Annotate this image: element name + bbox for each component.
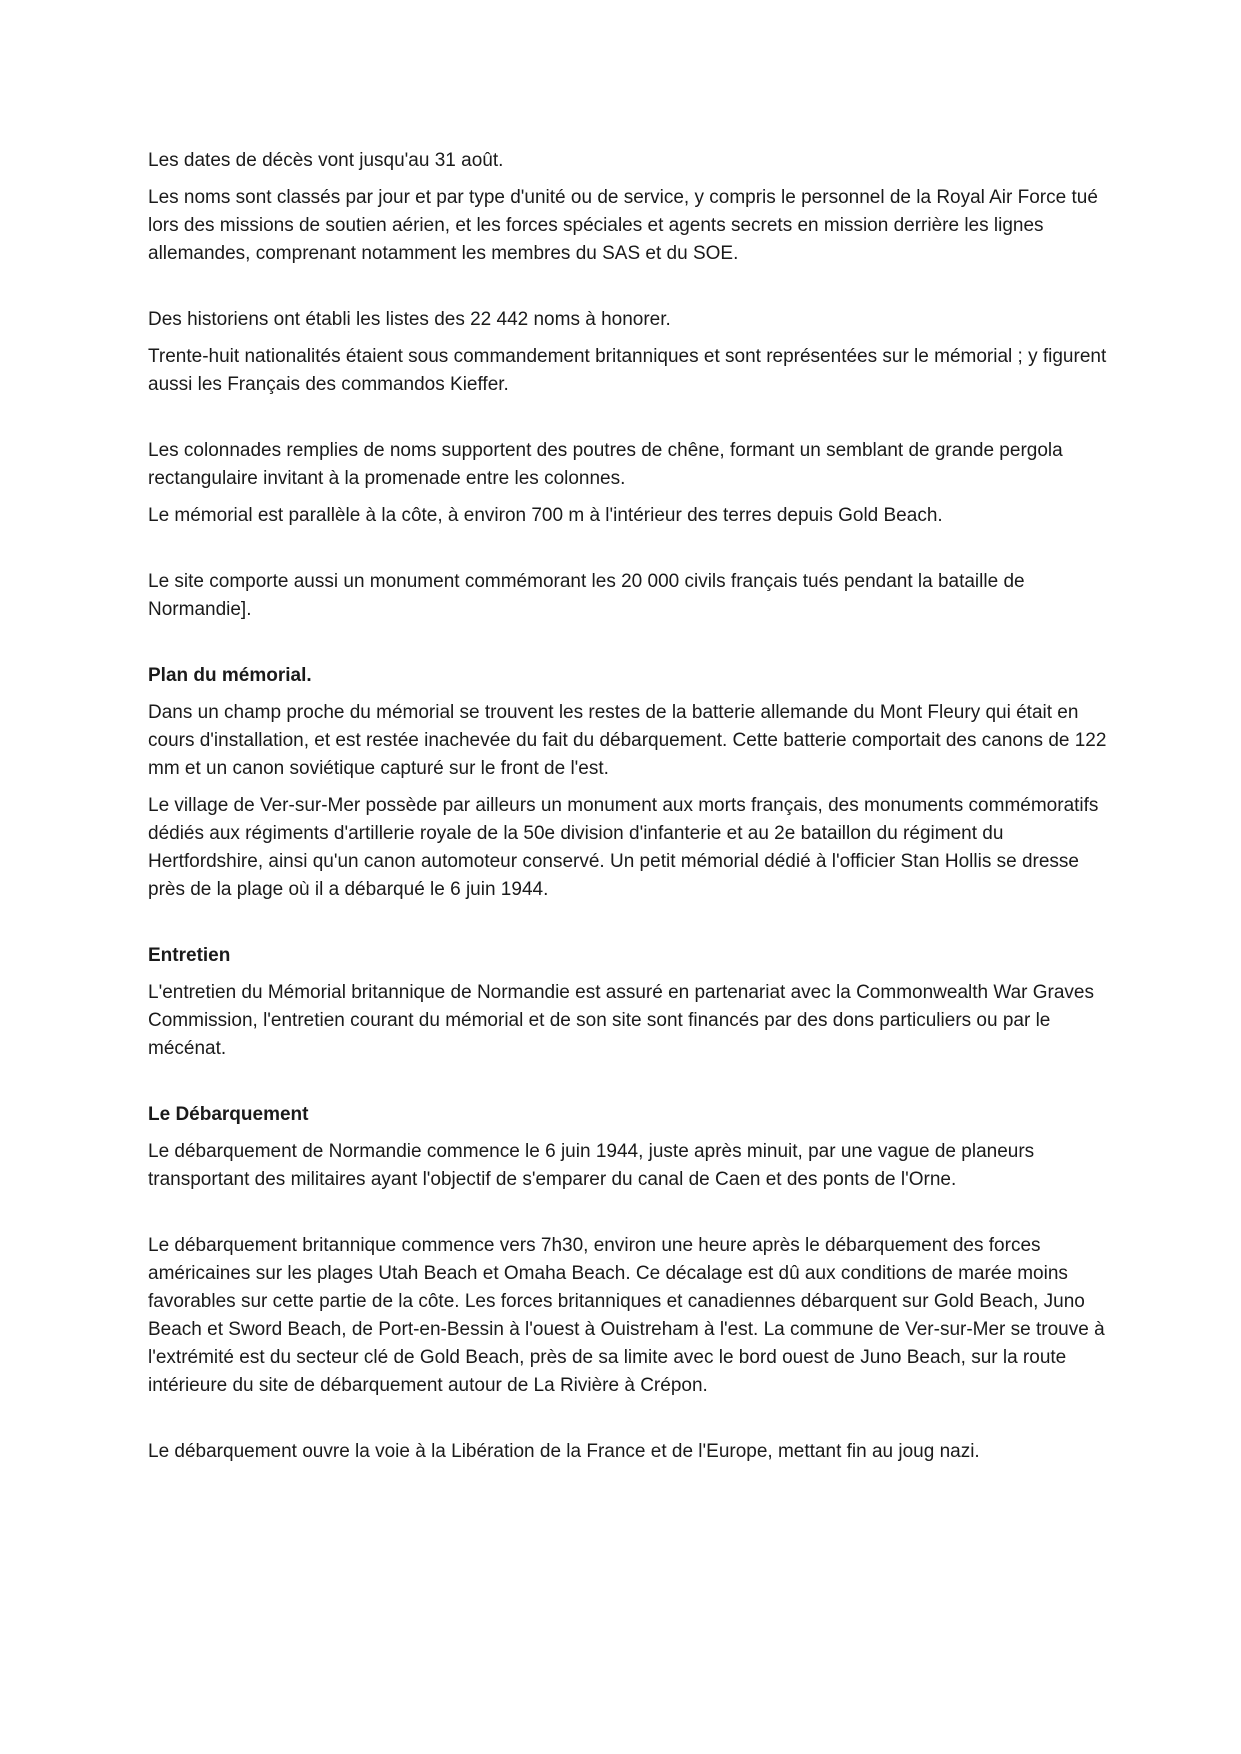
paragraph-historians: Des historiens ont établi les listes des 22 442 noms à honorer. <box>148 309 671 330</box>
paragraph-maintenance: L'entretien du Mémorial britannique de Normandie est assuré en partenariat avec la Commonwealth War Graves Commission, l'entretien courant du mémorial et de son site sont financés par des dons particuliers ou par le mécénat. <box>148 982 1095 1059</box>
paragraph-village: Le village de Ver-sur-Mer possède par ailleurs un monument aux morts français, des monuments commémoratifs dédiés aux régiments d'artillerie royale de la 50e division d'infanterie et au 2e bataillon du régiment du Hertfordshire, ainsi qu'un canon automoteur conservé. Un petit mémorial dédié à l'officier Stan Hollis se dresse près de la plage où il a débarqué le 6 juin 1944. <box>148 795 1099 900</box>
paragraph-british-landing: Le débarquement britannique commence vers 7h30, environ une heure après le débarquement des forces américaines sur les plages Utah Beach et Omaha Beach. Ce décalage est dû aux conditions de marée moins favorables sur cette partie de la côte. Les forces britanniques et canadiennes débarquent sur Gold Beach, Juno Beach et Sword Beach, de Port-en-Bessin à l'ouest à Ouistreham à l'est. La commune de Ver-sur-Mer se trouve à l'extrémité est du secteur clé de Gold Beach, près de sa limite avec le bord ouest de Juno Beach, sur la route intérieure du site de débarquement autour de La Rivière à Crépon. <box>148 1235 1105 1396</box>
paragraph-death-dates: Les dates de décès vont jusqu'au 31 août. <box>148 150 504 171</box>
paragraph-names-classification: Les noms sont classés par jour et par type d'unité ou de service, y compris le personnel de la Royal Air Force tué lors des missions de soutien aérien, et les forces spéciales et agents secrets en mission derrière les lignes allemandes, comprenant notamment les membres du SAS et du SOE. <box>148 187 1098 264</box>
heading-debarquement: Le Débarquement <box>148 1104 309 1125</box>
document-body <box>148 147 1108 1466</box>
paragraph-nationalities: Trente-huit nationalités étaient sous commandement britanniques et sont représentées sur le mémorial ; y figurent aussi les Français des commandos Kieffer. <box>148 346 1107 395</box>
paragraph-battery: Dans un champ proche du mémorial se trouvent les restes de la batterie allemande du Mont Fleury qui était en cours d'installation, et est restée inachevée du fait du débarquement. Cette batterie comportait des canons de 122 mm et un canon soviétique capturé sur le front de l'est. <box>148 702 1107 779</box>
paragraph-landing-start: Le débarquement de Normandie commence le 6 juin 1944, juste après minuit, par une vague de planeurs transportant des militaires ayant l'objectif de s'emparer du canal de Caen et des ponts de l'Orne. <box>148 1141 1035 1190</box>
paragraph-liberation: Le débarquement ouvre la voie à la Libération de la France et de l'Europe, mettant fin au joug nazi. <box>148 1441 980 1462</box>
paragraph-location: Le mémorial est parallèle à la côte, à environ 700 m à l'intérieur des terres depuis Gold Beach. <box>148 505 943 526</box>
paragraph-colonnades: Les colonnades remplies de noms supportent des poutres de chêne, formant un semblant de grande pergola rectangulaire invitant à la promenade entre les colonnes. <box>148 440 1063 489</box>
paragraph-civilians-monument: Le site comporte aussi un monument commémorant les 20 000 civils français tués pendant la bataille de Normandie]. <box>148 571 1025 620</box>
heading-plan: Plan du mémorial. <box>148 665 312 686</box>
heading-entretien: Entretien <box>148 945 231 966</box>
